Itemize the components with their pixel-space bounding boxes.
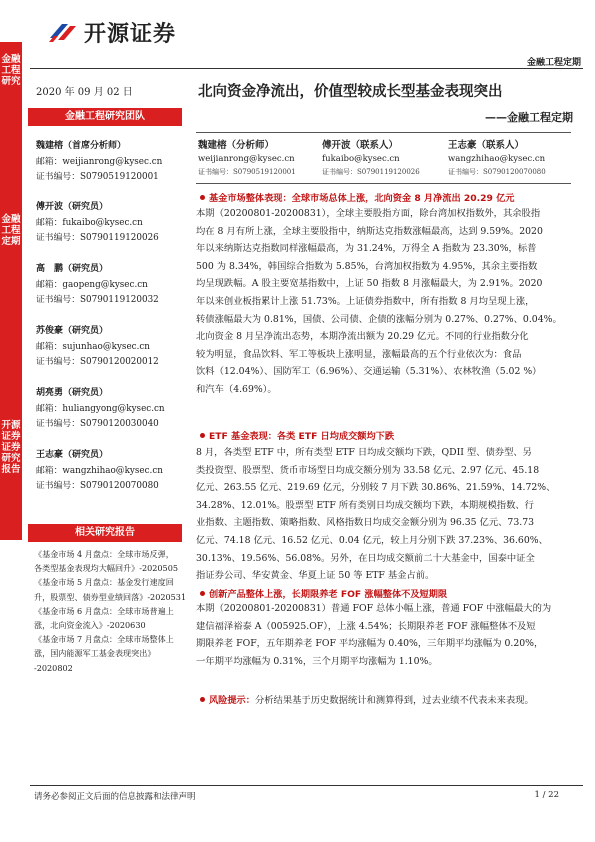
- section-heading-text: 风险提示：: [209, 695, 255, 706]
- section-body-line: 和汽车（4.69%）。: [196, 383, 277, 395]
- section-heading: [200, 428, 394, 442]
- team-member-email: 邮箱：wangzhihao@kysec.cn: [36, 465, 163, 476]
- analyst-card-cert: 证书编号：S0790519120001: [198, 167, 296, 176]
- series-label: 金融工程定期: [526, 58, 581, 68]
- report-date: 2020 年 09 月 02 日: [36, 87, 133, 98]
- footer-disclaimer: 请务必参阅正文后面的信息披露和法律声明: [34, 792, 196, 802]
- analyst-card: [198, 138, 296, 178]
- analyst-card: [448, 138, 546, 178]
- related-report-line: 各类型基金表现均大幅回升》-2020505: [34, 563, 179, 574]
- section-body-line: 转债涨幅最大为 0.81%，国债、公司债、企债的涨幅分别为 0.27%、0.27%、0.04%。: [196, 313, 562, 325]
- related-report-line: 《基金市场 7 月盘点：全球市场整体上: [34, 634, 174, 645]
- team-member-email: 邮箱：fukaibo@kysec.cn: [36, 217, 143, 228]
- section-body-line: 类投资型、股票型、货币市场型日均成交额分别为 33.58 亿元、2.97 亿元、45.18: [196, 464, 540, 476]
- analyst-row-bottom-line: [196, 183, 571, 184]
- team-member-email: 邮箱：sujunhao@kysec.cn: [36, 341, 150, 352]
- section-body: [196, 205, 562, 399]
- footer-divider: [30, 785, 583, 786]
- team-member: [36, 386, 186, 433]
- section-body-line: 较为明显，食品饮料、军工等板块上涨明显，涨幅最高的五个行业依次为：食品: [196, 348, 522, 360]
- related-heading: 相关研究报告: [28, 524, 182, 542]
- team-heading: 金融工程研究团队: [28, 108, 182, 126]
- section-body-line: 均呈现跌幅。A 股主要宽基指数中，上证 50 指数 8 月涨幅最大，为 2.91%。2020: [196, 278, 543, 290]
- sidebar-label-research: 金融工程研究: [1, 54, 21, 87]
- section-body-line: 均在 8 月有所上涨，全球主要股指中，纳斯达克指数涨幅最高，达到 9.59%。2020: [196, 225, 543, 237]
- section-heading-text: 基金市场整体表现：全球市场总体上涨，北向资金 8 月净流出 20.29 亿元: [209, 193, 515, 204]
- team-member-name: 王志豪（研究员）: [36, 450, 109, 460]
- section-body-line: 本期（20200801-20200831），全球主要股指方面，除台湾加权指数外，其余股指: [196, 208, 541, 219]
- bullet-icon: [200, 433, 205, 438]
- section-inline-text: 分析结果基于历史数据统计和测算得到，过去业绩不代表未来表现。: [254, 695, 534, 706]
- team-member-cert: 证书编号：S0790519120001: [36, 172, 159, 182]
- section-body: [196, 600, 562, 670]
- team-member: [36, 262, 186, 309]
- section-body-line: 期限养老 FOF，五年期养老 FOF 平均涨幅为 0.40%，三年期平均涨幅为 0.20%，: [196, 638, 544, 650]
- section-body-line: 年以来纳斯达克指数同样涨幅最高，为 31.24%，万得全 A 指数为 23.30%，标普: [196, 243, 537, 255]
- sidebar-label-periodic: 金融工程定期: [1, 214, 21, 247]
- section-heading: [200, 586, 447, 600]
- analyst-card-cert: 证书编号：S0790120070080: [448, 167, 546, 176]
- section-body-line: 北向资金 8 月呈净流出态势，本期净流出额为 20.29 亿元。不同的行业指数分化: [196, 331, 529, 343]
- analyst-row-top-line: [196, 132, 571, 133]
- section-body-line: 34.28%、12.01%。股票型 ETF 所有类别日均成交额均下跌，本期规模指数、行: [196, 499, 534, 511]
- team-member-email: 邮箱：huliangyong@kysec.cn: [36, 403, 165, 414]
- analyst-card-name: 王志豪（联系人）: [448, 140, 525, 151]
- related-report-line: 涨，北向资金流入》-2020630: [34, 620, 146, 631]
- header-divider: [30, 68, 583, 69]
- brand-logo: [48, 17, 176, 47]
- section-body-line: 年以来创业板指累计上涨 51.73%。上证债券指数中，所有指数 8 月均呈现上涨，: [196, 295, 535, 307]
- analyst-card-email: fukaibo@kysec.cn: [322, 154, 400, 164]
- section-body-line: 一年期平均涨幅为 0.31%，三个月期平均涨幅为 1.10%。: [196, 655, 438, 667]
- page-subtitle: ——金融工程定期: [485, 111, 573, 124]
- team-member-name: 傅开波（研究员）: [36, 202, 109, 212]
- related-report-line: 《基金市场 4 月盘点：全球市场反弹，: [34, 549, 174, 559]
- related-report-line: 涨，国内能源军工基金表现突出》: [34, 648, 156, 659]
- related-report-line: 《基金市场 5 月盘点：基金发行速度回: [34, 577, 174, 588]
- analyst-card-email: wangzhihao@kysec.cn: [448, 154, 546, 164]
- analyst-card-name: 魏建榕（分析师）: [198, 140, 275, 151]
- team-member: [36, 200, 186, 247]
- team-member: [36, 324, 186, 371]
- section-body-line: 指证券公司、华安黄金、华夏上证 50 等 ETF 基金占前。: [196, 570, 435, 582]
- section-heading-text: ETF 基金表现：各类 ETF 日均成交额均下跌: [209, 431, 395, 442]
- section-body-line: 30.13%、19.56%、56.08%。另外，在日均成交额前二十大基金中，国泰中证全: [196, 552, 535, 564]
- sidebar-tab: [0, 42, 22, 540]
- analyst-card-email: weijianrong@kysec.cn: [198, 154, 295, 164]
- section-body-line: 500 为 8.34%，韩国综合指数为 5.85%，台湾加权指数为 4.95%，其余主要指数: [196, 260, 538, 272]
- section-body-line: 亿元、74.18 亿元、16.52 亿元、0.04 亿元，较上月分别下跌 37.23%、36.60%、: [196, 534, 548, 546]
- section-body-line: 本期（20200801-20200831）普通 FOF 总体小幅上涨，普通 FOF 中涨幅最大的为: [196, 603, 552, 614]
- related-reports: [34, 547, 192, 675]
- related-report-line: -2020802: [34, 662, 73, 673]
- bullet-icon: [200, 591, 205, 596]
- team-member: [36, 448, 186, 495]
- team-member-cert: 证书编号：S0790120070080: [36, 481, 159, 491]
- team-member-cert: 证书编号：S0790119120032: [36, 295, 159, 305]
- logo-text: 开源证券: [84, 21, 177, 47]
- related-report-line: 升，股票型、债券型业绩回落》-2020531: [34, 591, 187, 602]
- section-body-line: 饮料（12.04%）、国防军工（6.96%）、交通运输（5.31%）、农林牧渔（5.02 %）: [196, 366, 542, 378]
- section-body-line: 建信福泽裕泰 A（005925.OF），上涨 4.54%；长期限养老 FOF 涨幅整体不及短: [196, 620, 536, 632]
- analyst-card-cert: 证书编号：S0790119120026: [322, 167, 420, 176]
- team-member-cert: 证书编号：S0790119120026: [36, 233, 159, 243]
- team-member-cert: 证书编号：S0790120020012: [36, 357, 159, 367]
- section-body: [196, 444, 562, 585]
- team-member-email: 邮箱：gaopeng@kysec.cn: [36, 279, 148, 290]
- team-member-cert: 证书编号：S0790120030040: [36, 419, 159, 429]
- bullet-icon: [200, 195, 205, 200]
- analyst-card: [322, 138, 420, 178]
- team-member-name: 魏建榕（首席分析师）: [36, 141, 127, 151]
- analyst-card-name: 傅开波（联系人）: [322, 140, 399, 151]
- logo-icon: [48, 20, 78, 44]
- bullet-icon: [200, 697, 205, 702]
- section-body-line: 亿元、263.55 亿元、219.69 亿元，分别较 7 月下跌 30.86%、21.59%、14.72%、: [196, 482, 556, 494]
- section-heading: [200, 692, 534, 706]
- team-member-name: 苏俊豪（研究员）: [36, 326, 109, 336]
- section-heading-text: 创新产品整体上涨，长期限养老 FOF 涨幅整体不及短期限: [209, 589, 448, 600]
- team-member: [36, 139, 186, 186]
- team-member-email: 邮箱：weijianrong@kysec.cn: [36, 156, 163, 167]
- section-heading: [200, 190, 515, 204]
- related-report-line: 《基金市场 6 月盘点：全球市场普遍上: [34, 605, 174, 616]
- sidebar-label-kysec: 开源证券 证券研究报告: [1, 420, 21, 475]
- team-member-name: 胡亮勇（研究员）: [36, 388, 109, 398]
- page-number: 1 / 22: [534, 790, 559, 800]
- section-body-line: 8 月，各类型 ETF 中，所有类型 ETF 日均成交额均下跌，QDII 型、债券型、另: [196, 447, 532, 458]
- section-body-line: 业指数、主题指数、策略指数、风格指数日均成交金额分别为 96.35 亿元、73.73: [196, 517, 535, 529]
- team-member-name: 高 鹏（研究员）: [36, 264, 109, 274]
- page-title: 北向资金净流出，价值型较成长型基金表现突出: [198, 84, 503, 100]
